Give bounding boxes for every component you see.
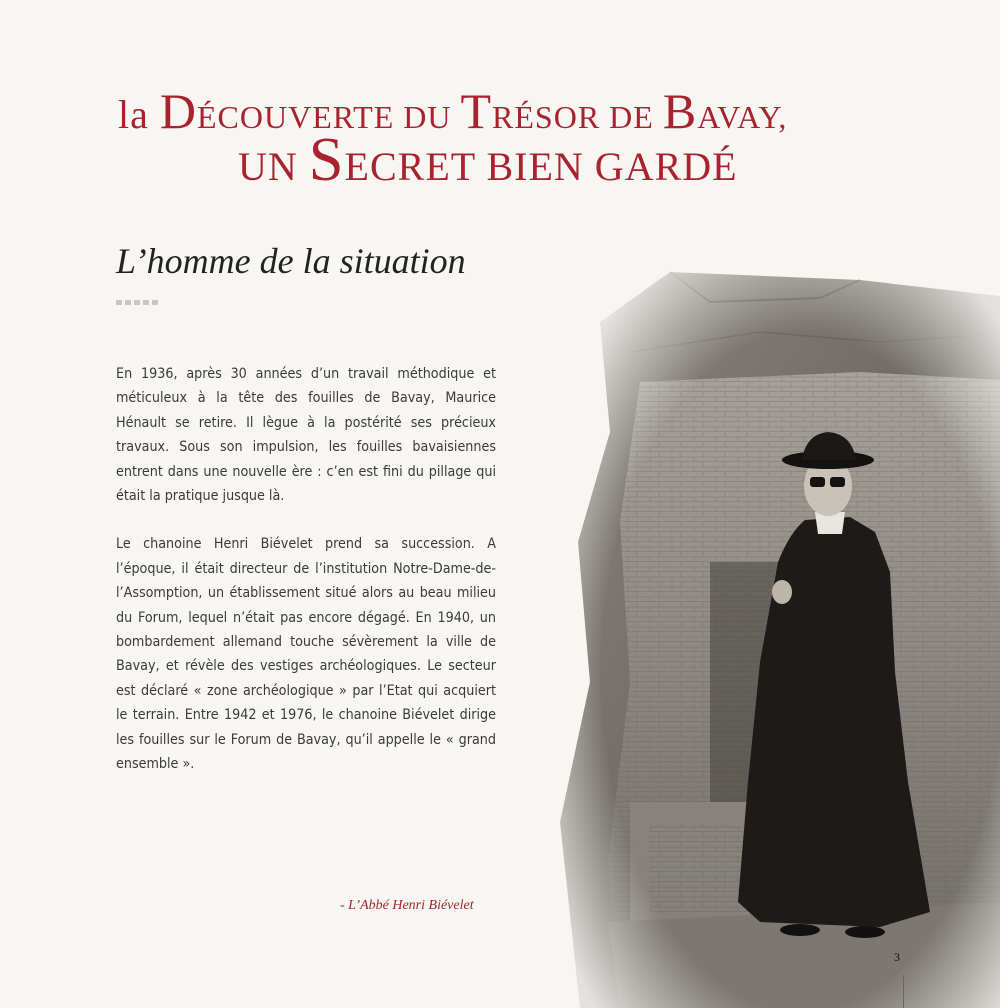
title-part: ECRET BIEN GARDÉ xyxy=(344,144,738,189)
title-part: AVAY, xyxy=(697,99,788,135)
body-text xyxy=(116,362,496,801)
title-part: D xyxy=(159,83,197,139)
title-part: RÉSOR DE xyxy=(492,99,663,135)
title-part: la xyxy=(118,92,160,137)
title-line-2 xyxy=(238,124,738,194)
page-number: 3 xyxy=(894,950,900,964)
decorative-dots xyxy=(116,300,158,305)
photo-caption: - L’Abbé Henri Biévelet xyxy=(340,898,474,913)
title-part: S xyxy=(308,124,345,194)
portrait-photo xyxy=(560,262,1000,1008)
section-subtitle: L’homme de la situation xyxy=(116,241,466,281)
paragraph: En 1936, après 30 années d’un travail méthodique et méticuleux à la tête des fouilles de Bavay, Maurice Hénault se retire. Il lègue à la postérité ses précieux travaux. Sous son impulsion, les fouilles bavaisiennes entrent dans une nouvelle ère : c’en est fini du pillage qui était la pratique jusque là. xyxy=(116,366,496,505)
paragraph: Le chanoine Henri Biévelet prend sa succession. A l’époque, il était directeur de l’institution Notre-Dame-de-l’Assomption, un établissement situé alors au beau milieu du Forum, lequel n’était pas encore dégagé. En 1940, un bombardement allemand touche sévèrement la ville de Bavay, et révèle des vestiges archéologiques. Le secteur est déclaré « zone archéologique » par l’Etat qui acquiert le terrain. Entre 1942 et 1976, le chanoine Biévelet dirige les fouilles sur le Forum de Bavay, qu’il appelle le « grand ensemble ». xyxy=(116,536,496,773)
title-part: B xyxy=(662,83,698,139)
page-edge-mark xyxy=(903,975,904,1008)
title-part: T xyxy=(460,83,493,139)
title-part: ÉCOUVERTE DU xyxy=(196,99,461,135)
title-part: UN xyxy=(238,144,309,189)
